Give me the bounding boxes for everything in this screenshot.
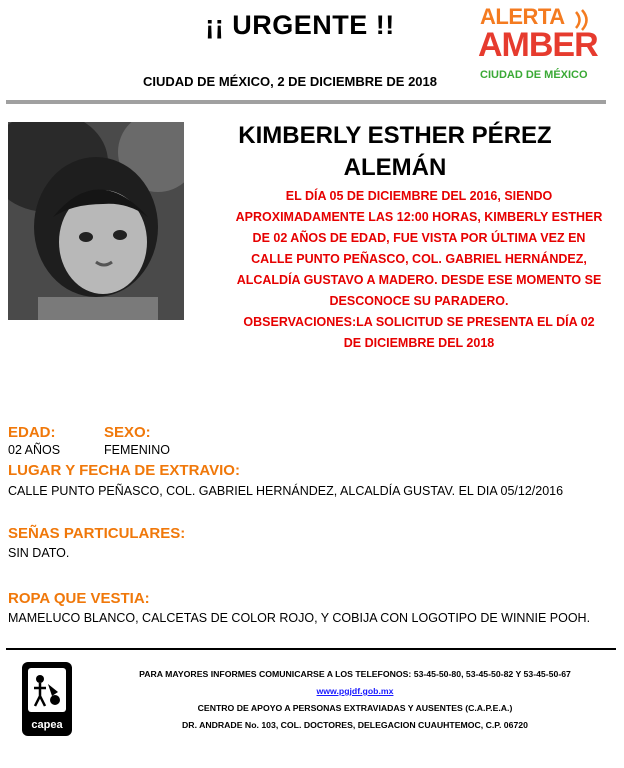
footer-phones: PARA MAYORES INFORMES COMUNICARSE A LOS TELEFONOS: 53-45-50-80, 53-45-50-82 Y 53-45-50-67	[139, 669, 571, 679]
age-value: 02 AÑOS	[8, 443, 61, 457]
sex-label: SEXO:	[104, 424, 151, 441]
header-divider	[6, 100, 606, 104]
description-line: DE 02 AÑOS DE EDAD, FUE VISTA POR ÚLTIMA VEZ EN	[252, 231, 586, 245]
capea-logo	[22, 662, 72, 736]
distinguishing-marks-value: SIN DATO.	[8, 546, 70, 560]
website-link[interactable]: www.pgjdf.gob.mx	[316, 686, 394, 696]
page-title: ¡¡ URGENTE !!	[205, 10, 395, 40]
description-line: OBSERVACIONES:LA SOLICITUD SE PRESENTA EL DÍA 02	[243, 315, 595, 329]
footer-address: DR. ANDRADE No. 103, COL. DOCTORES, DELEGACION CUAUHTEMOC, C.P. 06720	[182, 720, 528, 730]
location-value: CALLE PUNTO PEÑASCO, COL. GABRIEL HERNÁNDEZ, ALCALDÍA GUSTAV. EL DIA 05/12/2016	[8, 484, 564, 498]
alerta-amber-logo	[478, 2, 598, 94]
description-line: EL DÍA 05 DE DICIEMBRE DEL 2016, SIENDO	[285, 189, 553, 203]
footer-contact	[110, 666, 600, 734]
footer-divider	[6, 648, 616, 650]
logo-line3: CIUDAD DE MÉXICO	[480, 69, 588, 81]
distinguishing-marks-label: SEÑAS PARTICULARES:	[8, 525, 186, 542]
person-name-line1: KIMBERLY ESTHER PÉREZ	[238, 122, 552, 149]
person-name	[230, 120, 560, 184]
clothing-label: ROPA QUE VESTIA:	[8, 590, 150, 607]
description-line: DESCONOCE SU PARADERO.	[329, 294, 509, 308]
description-line: APROXIMADAMENTE LAS 12:00 HORAS, KIMBERLY ESTHER	[235, 210, 603, 224]
logo-line2: AMBER	[478, 26, 598, 64]
logo-line1: ALERTA	[480, 4, 565, 29]
description-line: ALCALDÍA GUSTAVO A MADERO. DESDE ESE MOMENTO SE	[236, 273, 602, 287]
capea-emblem-icon	[22, 662, 72, 736]
clothing-value: MAMELUCO BLANCO, CALCETAS DE COLOR ROJO, Y COBIJA CON LOGOTIPO DE WINNIE POOH.	[8, 611, 591, 625]
footer-org: CENTRO DE APOYO A PERSONAS EXTRAVIADAS Y AUSENTES (C.A.P.E.A.)	[197, 703, 513, 713]
location-label: LUGAR Y FECHA DE EXTRAVIO:	[8, 462, 240, 479]
missing-person-photo	[8, 122, 184, 320]
capea-label: capea	[31, 719, 63, 731]
description-line: CALLE PUNTO PEÑASCO, COL. GABRIEL HERNÁNDEZ,	[251, 252, 587, 266]
incident-description	[226, 186, 612, 354]
age-label: EDAD:	[8, 424, 56, 441]
location-date: CIUDAD DE MÉXICO, 2 DE DICIEMBRE DE 2018	[142, 74, 437, 89]
sex-value: FEMENINO	[104, 443, 170, 457]
description-line: DE DICIEMBRE DEL 2018	[343, 336, 495, 350]
person-name-line2: ALEMÁN	[343, 154, 447, 181]
